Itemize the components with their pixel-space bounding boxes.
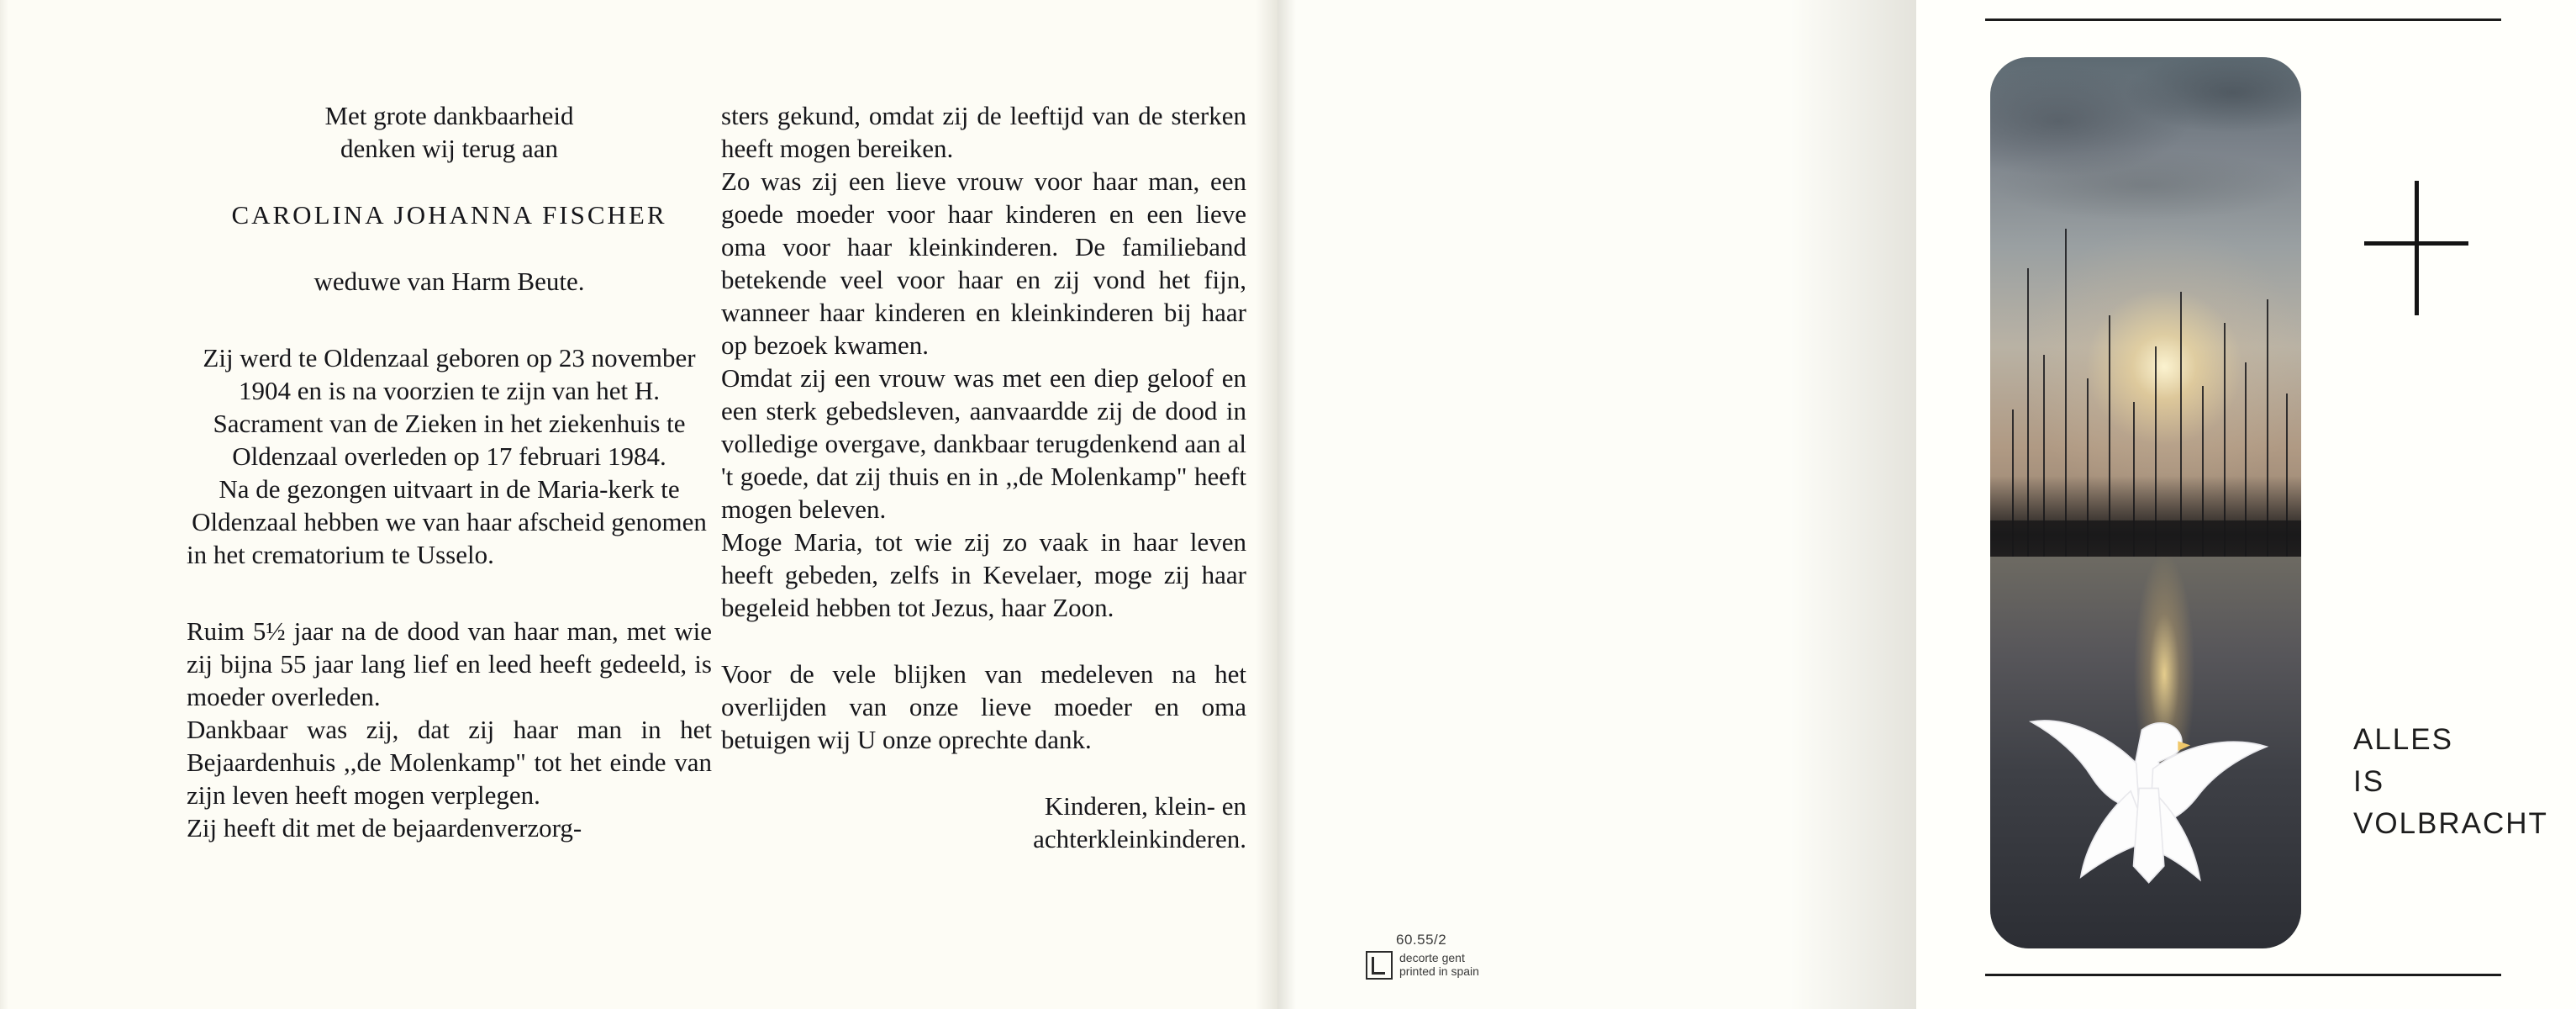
latin-cross-icon: [2364, 181, 2468, 315]
deceased-name: CAROLINA JOHANNA FISCHER: [231, 200, 667, 230]
left-page: [0, 0, 1277, 1009]
top-rule: [1985, 18, 2501, 21]
spacer: [187, 298, 712, 341]
paragraph-5: Omdat zij een vrouw was met een diep geloof en een sterk gebedsleven, aanvaardde zij de dood in volledige overgave, dankbaar terugdenkend aan al 't goede, dat zij thuis en in ,,de Molenkamp" heeft mogen beleven.: [721, 363, 1246, 524]
motto-line-1: ALLES: [2353, 723, 2453, 756]
printer-credit: [1366, 932, 1479, 980]
widow-line: weduwe van Harm Beute.: [313, 267, 585, 296]
spacer: [187, 571, 712, 615]
funeral-block: Na de gezongen uitvaart in de Maria-kerk te Oldenzaal hebben we van haar afscheid genomen in het crematorium te Usselo.: [187, 474, 707, 569]
spacer: [187, 165, 712, 198]
paragraph-7: Voor de vele blijken van medeleven na het overlijden van onze lieve moeder en oma betuigen wij U onze oprechte dank.: [721, 659, 1246, 754]
motto-line-2: IS: [2353, 765, 2385, 798]
text-column-right: [721, 99, 1246, 855]
decorte-logo-icon: [1366, 951, 1393, 980]
cover-motto: [2353, 719, 2548, 845]
bottom-rule: [1985, 974, 2501, 976]
cover-page: [1916, 0, 2576, 1009]
spacer: [721, 756, 1246, 790]
paragraph-3-start: Zij heeft dit met de bejaardenverzorg-: [187, 813, 582, 843]
printer-code: 60.55/2: [1396, 932, 1447, 948]
spacer: [187, 231, 712, 265]
intro-line-2: denken wij terug aan: [340, 134, 559, 163]
paragraph-2: Dankbaar was zij, dat zij haar man in het Bejaardenhuis ,,de Molenkamp" tot het einde van zijn leven heeft mogen verplegen.: [187, 715, 712, 810]
printer-name: decorte gent: [1399, 951, 1465, 964]
signature-line-1: Kinderen, klein- en: [1044, 791, 1246, 821]
intro-line-1: Met grote dankbaarheid: [324, 101, 574, 130]
paragraph-1: Ruim 5½ jaar na de dood van haar man, met wie zij bijna 55 jaar lang lief en leed heeft gedeeld, is moeder overleden.: [187, 616, 712, 711]
bio-block: Zij werd te Oldenzaal geboren op 23 november 1904 en is na voorzien te zijn van het H. Sacrament van de Zieken in het ziekenhuis te Oldenzaal overleden op 17 februari 1984.: [203, 343, 696, 471]
dove-icon: [2009, 636, 2286, 913]
paragraph-6: Moge Maria, tot wie zij zo vaak in haar leven heeft gebeden, zelfs in Kevelaer, moge zij haar begeleid hebben tot Jezus, haar Zoon.: [721, 527, 1246, 622]
paragraph-3-continued: sters gekund, omdat zij de leeftijd van de sterken heeft mogen bereiken.: [721, 101, 1246, 163]
spacer: [721, 624, 1246, 658]
harbour-sunset-with-dove-photo: [1990, 57, 2301, 948]
signature-line-2: achterkleinkinderen.: [1033, 824, 1246, 853]
text-column-left: [187, 99, 712, 844]
motto-line-3: VOLBRACHT: [2353, 807, 2548, 840]
middle-blank-page: [1277, 0, 1916, 1009]
printer-origin: printed in spain: [1399, 964, 1479, 978]
paragraph-4: Zo was zij een lieve vrouw voor haar man, een goede moeder voor haar kinderen en een lieve oma voor haar kleinkinderen. De familieband betekende veel voor haar en zij vond het fijn, wanneer haar kinderen en kleinkinderen bij haar op bezoek kwamen.: [721, 166, 1246, 360]
